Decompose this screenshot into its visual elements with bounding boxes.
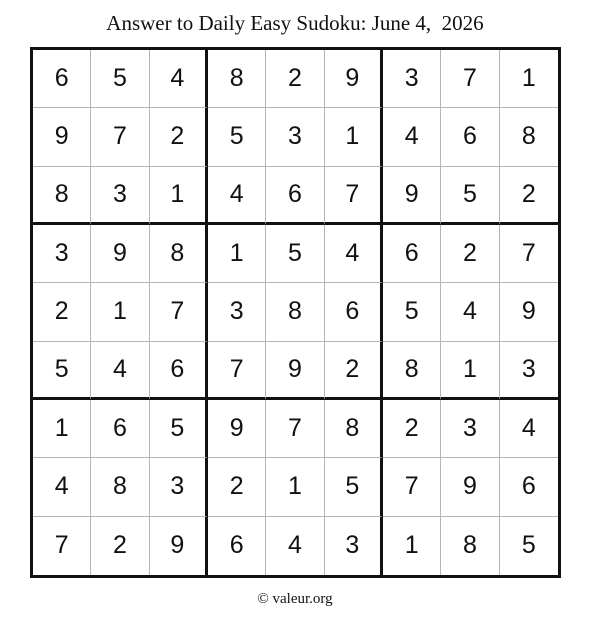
sudoku-cell: 9 bbox=[441, 458, 499, 516]
sudoku-cell: 8 bbox=[33, 167, 91, 225]
sudoku-cell: 6 bbox=[150, 342, 208, 400]
sudoku-cell: 5 bbox=[150, 400, 208, 458]
sudoku-cell: 5 bbox=[208, 108, 266, 166]
sudoku-cell: 6 bbox=[91, 400, 149, 458]
sudoku-cell: 3 bbox=[383, 50, 441, 108]
sudoku-cell: 6 bbox=[325, 283, 383, 341]
sudoku-cell: 3 bbox=[500, 342, 558, 400]
sudoku-cell: 2 bbox=[383, 400, 441, 458]
sudoku-cell: 2 bbox=[441, 225, 499, 283]
sudoku-cell: 3 bbox=[33, 225, 91, 283]
sudoku-cell: 9 bbox=[500, 283, 558, 341]
sudoku-cell: 6 bbox=[383, 225, 441, 283]
sudoku-cell: 5 bbox=[33, 342, 91, 400]
sudoku-cell: 5 bbox=[91, 50, 149, 108]
sudoku-cell: 1 bbox=[325, 108, 383, 166]
sudoku-cell: 9 bbox=[208, 400, 266, 458]
sudoku-cell: 4 bbox=[500, 400, 558, 458]
sudoku-cell: 7 bbox=[325, 167, 383, 225]
sudoku-cell: 1 bbox=[150, 167, 208, 225]
sudoku-board bbox=[30, 47, 561, 578]
sudoku-cell: 5 bbox=[441, 167, 499, 225]
sudoku-cell: 3 bbox=[266, 108, 324, 166]
copyright-footer: © valeur.org bbox=[257, 591, 333, 607]
sudoku-cell: 6 bbox=[33, 50, 91, 108]
sudoku-cell: 5 bbox=[325, 458, 383, 516]
sudoku-cell: 6 bbox=[208, 517, 266, 575]
sudoku-cell: 2 bbox=[150, 108, 208, 166]
sudoku-cell: 9 bbox=[91, 225, 149, 283]
sudoku-cell: 2 bbox=[33, 283, 91, 341]
sudoku-cell: 7 bbox=[208, 342, 266, 400]
sudoku-cell: 2 bbox=[500, 167, 558, 225]
sudoku-cell: 7 bbox=[150, 283, 208, 341]
sudoku-cell: 1 bbox=[208, 225, 266, 283]
sudoku-cell: 4 bbox=[150, 50, 208, 108]
sudoku-cell: 1 bbox=[383, 517, 441, 575]
page-title: Answer to Daily Easy Sudoku: June 4, 2026 bbox=[106, 11, 484, 35]
sudoku-cell: 8 bbox=[500, 108, 558, 166]
sudoku-cell: 8 bbox=[441, 517, 499, 575]
sudoku-cell: 4 bbox=[208, 167, 266, 225]
sudoku-cell: 4 bbox=[441, 283, 499, 341]
sudoku-cell: 1 bbox=[441, 342, 499, 400]
sudoku-cell: 2 bbox=[266, 50, 324, 108]
sudoku-cell: 7 bbox=[441, 50, 499, 108]
sudoku-cell: 9 bbox=[383, 167, 441, 225]
sudoku-cell: 8 bbox=[266, 283, 324, 341]
sudoku-cell: 5 bbox=[521, 531, 536, 560]
sudoku-cell: 6 bbox=[266, 167, 324, 225]
sudoku-cell: 4 bbox=[383, 108, 441, 166]
sudoku-cell: 2 bbox=[91, 517, 149, 575]
sudoku-cell: 8 bbox=[91, 458, 149, 516]
sudoku-cell: 7 bbox=[383, 458, 441, 516]
sudoku-cell: 8 bbox=[208, 50, 266, 108]
sudoku-cell: 3 bbox=[208, 283, 266, 341]
sudoku-cell: 1 bbox=[91, 283, 149, 341]
sudoku-cell: 5 bbox=[266, 225, 324, 283]
sudoku-cell: 3 bbox=[441, 400, 499, 458]
sudoku-cell: 9 bbox=[33, 108, 91, 166]
sudoku-cell: 1 bbox=[500, 50, 558, 108]
sudoku-cell: 7 bbox=[500, 225, 558, 283]
sudoku-cell: 7 bbox=[266, 400, 324, 458]
sudoku-cell: 6 bbox=[500, 458, 558, 516]
sudoku-cell: 3 bbox=[150, 458, 208, 516]
sudoku-cell: 5 bbox=[383, 283, 441, 341]
sudoku-cell: 8 bbox=[325, 400, 383, 458]
sudoku-cell: 3 bbox=[325, 517, 383, 575]
sudoku-cell: 1 bbox=[33, 400, 91, 458]
sudoku-cell: 1 bbox=[266, 458, 324, 516]
sudoku-cell: 2 bbox=[208, 458, 266, 516]
sudoku-cell: 4 bbox=[325, 225, 383, 283]
sudoku-cell: 9 bbox=[150, 517, 208, 575]
sudoku-cell: 9 bbox=[266, 342, 324, 400]
sudoku-cell: 4 bbox=[266, 517, 324, 575]
sudoku-cell: 8 bbox=[150, 225, 208, 283]
sudoku-cell: 9 bbox=[325, 50, 383, 108]
sudoku-cell: 3 bbox=[91, 167, 149, 225]
sudoku-cell: 2 bbox=[325, 342, 383, 400]
sudoku-cell: 6 bbox=[441, 108, 499, 166]
sudoku-cell: 7 bbox=[33, 517, 91, 575]
sudoku-cell: 8 bbox=[383, 342, 441, 400]
sudoku-cell: 7 bbox=[91, 108, 149, 166]
sudoku-cell: 4 bbox=[33, 458, 91, 516]
sudoku-cell: 4 bbox=[91, 342, 149, 400]
